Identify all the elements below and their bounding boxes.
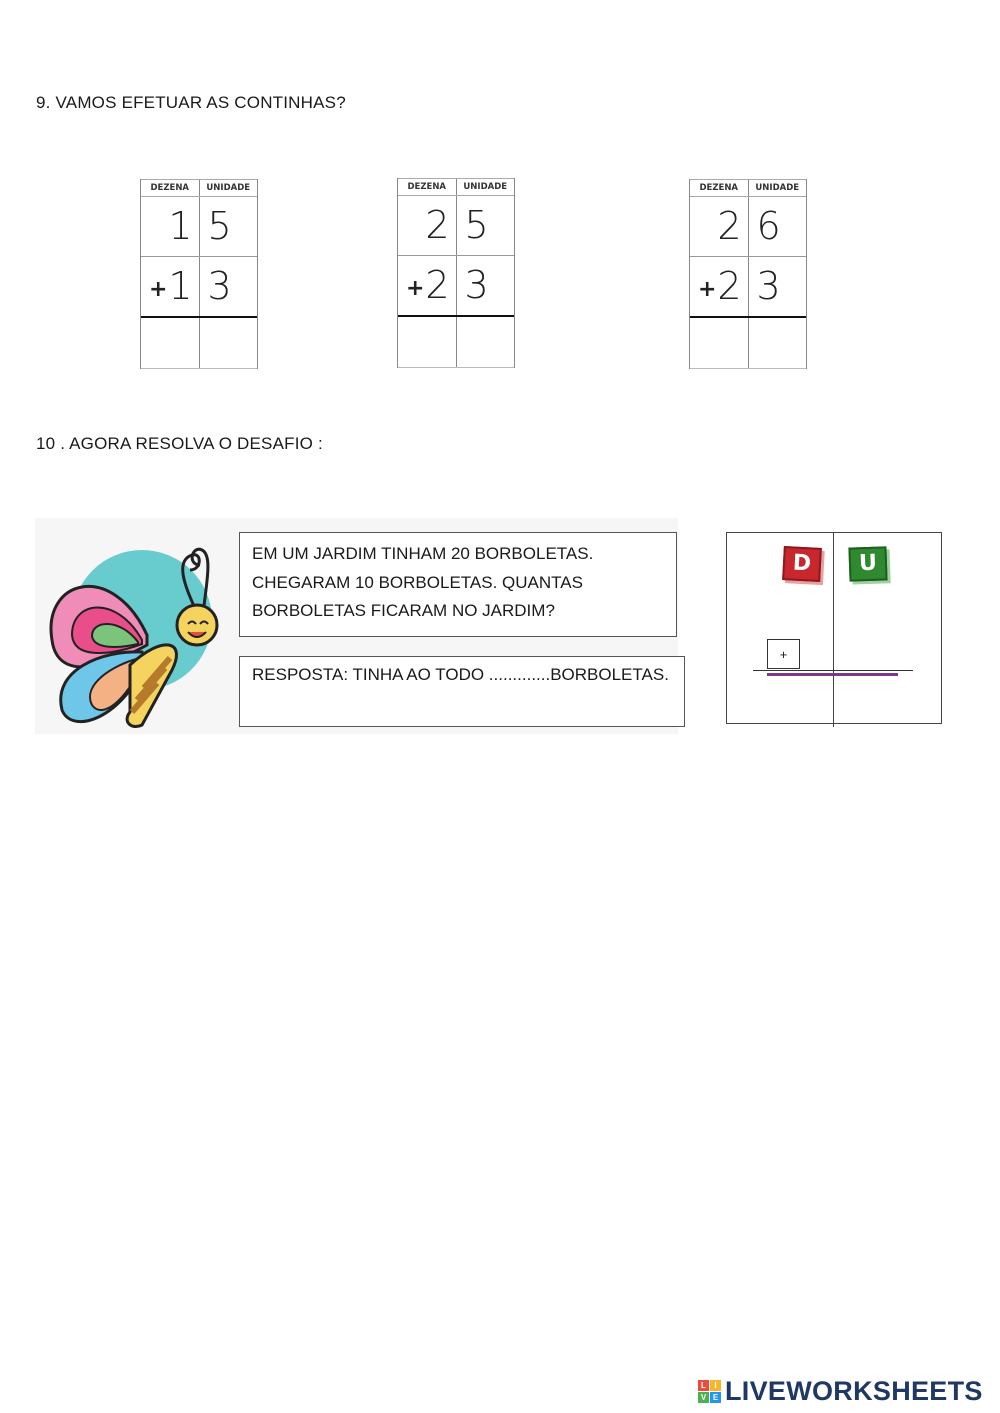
place-value-table-3 [689, 179, 807, 369]
cell-units [749, 257, 807, 316]
digit-tens: 1 [168, 264, 193, 308]
sum-line-highlight [767, 673, 898, 676]
row-first-addend [690, 197, 806, 257]
problem-line-2: CHEGARAM 10 BORBOLETAS. QUANTAS [252, 572, 583, 592]
row-first-addend [398, 196, 514, 256]
table-header [398, 178, 514, 196]
header-unidade: UNIDADE [463, 182, 508, 192]
answer-units-input-1[interactable] [200, 319, 258, 369]
cell-units [200, 197, 258, 256]
du-place-value-table [726, 532, 942, 724]
row-first-addend [141, 197, 257, 257]
problem-statement-box [239, 532, 677, 637]
row-second-addend [398, 256, 514, 317]
answer-text: RESPOSTA: TINHA AO TODO .............BORBOLETAS. [252, 665, 669, 684]
cell-tens [398, 256, 457, 315]
digit-units: 5 [207, 204, 232, 248]
logo-text: LIVEWORKSHEETS [725, 1376, 983, 1406]
digit-tens: 1 [168, 204, 193, 248]
header-dezena: DEZENA [398, 179, 457, 195]
header-dezena: DEZENA [690, 180, 749, 196]
answer-box[interactable] [239, 656, 685, 727]
digit-units: 3 [464, 263, 489, 307]
row-second-addend [690, 257, 806, 318]
table-header [141, 179, 257, 197]
question-9-title: 9. VAMOS EFETUAR AS CONTINHAS? [36, 93, 346, 112]
unidade-block-icon: U [848, 546, 887, 581]
cell-tens [398, 196, 457, 255]
cell-units [200, 257, 258, 316]
answer-tens-input-3[interactable] [690, 319, 748, 369]
answer-tens-input-2[interactable] [398, 318, 456, 368]
answer-units-cell [200, 318, 258, 368]
header-dezena: DEZENA [141, 180, 200, 196]
cell-tens [690, 257, 749, 316]
plus-sign: + [406, 276, 425, 301]
digit-units: 3 [756, 264, 781, 308]
digit-tens: 2 [717, 204, 742, 248]
cell-units [749, 197, 807, 256]
problem-line-1: EM UM JARDIM TINHAM 20 BORBOLETAS. [252, 544, 594, 563]
row-answer [690, 318, 806, 369]
column-divider [833, 533, 834, 727]
answer-tens-cell [690, 318, 749, 368]
cell-tens [141, 197, 200, 256]
answer-units-input-3[interactable] [749, 319, 807, 369]
digit-tens: 2 [717, 264, 742, 308]
digit-units: 3 [207, 264, 232, 308]
header-unidade: UNIDADE [755, 183, 800, 193]
answer-tens-input-1[interactable] [141, 319, 199, 369]
header-unidade: UNIDADE [206, 183, 251, 193]
answer-units-cell [749, 318, 807, 368]
plus-sign: + [149, 277, 168, 302]
answer-units-cell [457, 317, 515, 367]
digit-units: 6 [756, 204, 781, 248]
answer-tens-cell [398, 317, 457, 367]
digit-tens: 2 [425, 263, 450, 307]
logo-letter-e: E [710, 1392, 721, 1403]
plus-sign-box: + [767, 639, 800, 669]
digit-units: 5 [464, 203, 489, 247]
question-10-title: 10 . AGORA RESOLVA O DESAFIO : [36, 434, 323, 453]
butterfly-icon [42, 540, 232, 740]
sum-line [753, 670, 913, 671]
logo-mark-icon [698, 1380, 721, 1403]
table-header [690, 179, 806, 197]
place-value-table-2 [397, 178, 515, 368]
logo-letter-l: L [698, 1380, 709, 1391]
liveworksheets-logo[interactable] [698, 1376, 983, 1407]
answer-tens-cell [141, 318, 200, 368]
digit-tens: 2 [425, 203, 450, 247]
place-value-table-1 [140, 179, 258, 369]
logo-letter-i: I [710, 1380, 721, 1391]
cell-tens [141, 257, 200, 316]
problem-line-3: BORBOLETAS FICARAM NO JARDIM? [252, 601, 555, 620]
answer-units-input-2[interactable] [457, 318, 515, 368]
cell-tens [690, 197, 749, 256]
cell-units [457, 256, 515, 315]
cell-units [457, 196, 515, 255]
row-answer [141, 318, 257, 369]
logo-letter-v: V [698, 1392, 709, 1403]
row-second-addend [141, 257, 257, 318]
row-answer [398, 317, 514, 368]
dezena-block-icon: D [782, 546, 822, 582]
plus-sign: + [698, 277, 717, 302]
